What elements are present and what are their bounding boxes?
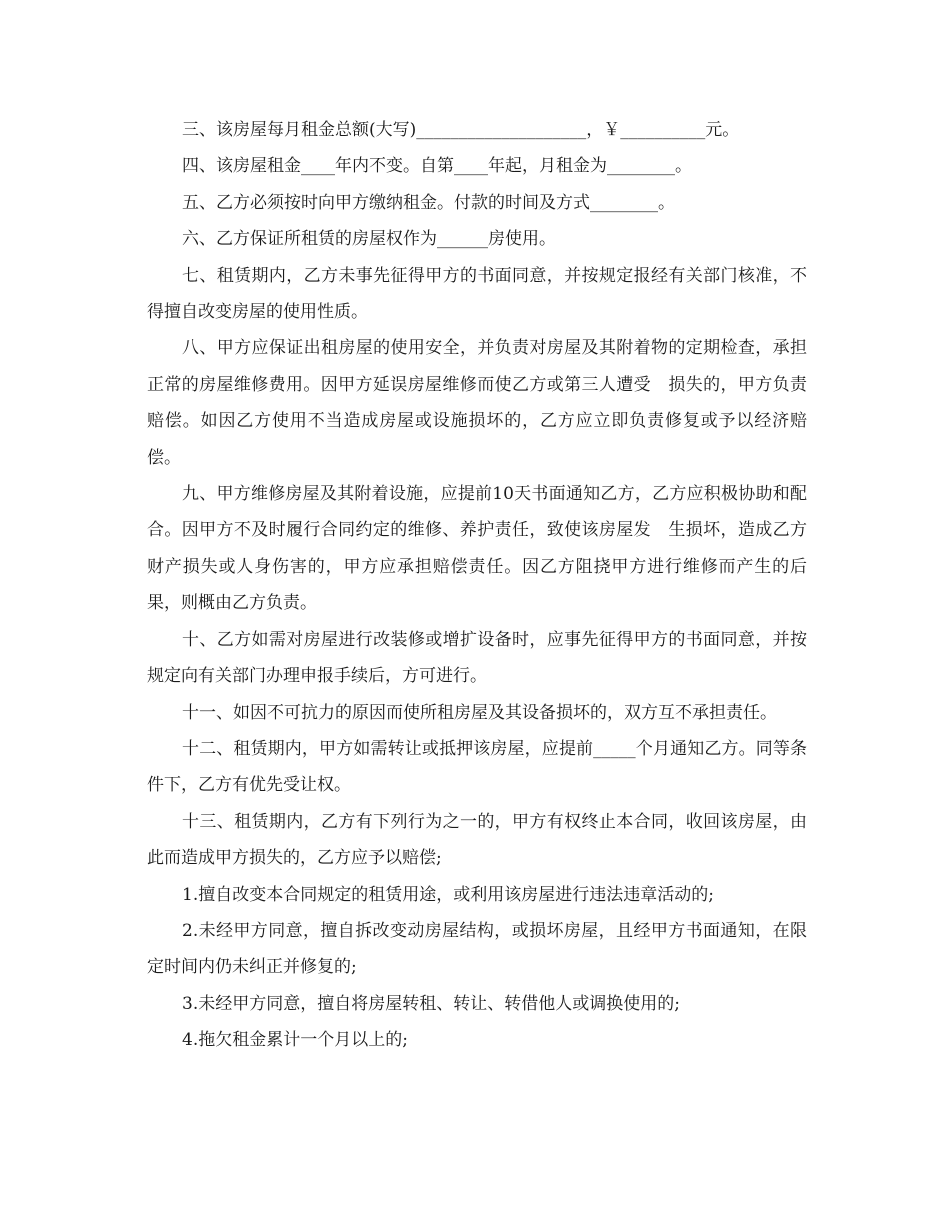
clause-13-item-1: 1.擅自改变本合同规定的租赁用途，或利用该房屋进行违法违章活动的;: [182, 884, 714, 905]
clause-13-item-2: 2.未经甲方同意，擅自拆改变动房屋结构，或损坏房屋，且经甲方书面通知，在限定时间内仍未纠正并修复的;: [147, 920, 807, 978]
clause-13-item-4: 4.拖欠租金累计一个月以上的;: [182, 1030, 408, 1051]
clause-9-paragraph: 九、甲方维修房屋及其附着设施，应提前10天书面通知乙方，乙方应积极协助和配合。因甲方不及时履行合同约定的维修、养护责任，致使该房屋发 生损坏，造成乙方财产损失或人身伤害的，甲方应承担赔偿责任。因乙方阻挠甲方进行维修而产生的后果，则概由乙方负责。: [147, 484, 807, 614]
clause-6-paragraph: 六、乙方保证所租赁的房屋权作为______房使用。: [182, 229, 556, 250]
clause-4-paragraph: 四、该房屋租金____年内不变。自第____年起，月租金为________。: [182, 156, 692, 177]
clause-7-paragraph: 七、租赁期内，乙方未事先征得甲方的书面同意，并按规定报经有关部门核准，不得擅自改变房屋的使用性质。: [147, 265, 807, 323]
contract-body: [147, 112, 807, 1059]
clause-3-paragraph: 三、该房屋每月租金总额(大写)____________________，￥__________元。: [182, 120, 740, 140]
clause-12-paragraph: 十二、租赁期内，甲方如需转让或抵押该房屋，应提前_____个月通知乙方。同等条件下，乙方有优先受让权。: [147, 738, 807, 796]
clause-10-paragraph: 十、乙方如需对房屋进行改装修或增扩设备时，应事先征得甲方的书面同意，并按规定向有关部门办理申报手续后，方可进行。: [147, 629, 807, 687]
clause-13-item-3: 3.未经甲方同意，擅自将房屋转租、转让、转借他人或调换使用的;: [182, 993, 680, 1014]
clause-13-paragraph: 十三、租赁期内，乙方有下列行为之一的，甲方有权终止本合同，收回该房屋，由此而造成甲方损失的，乙方应予以赔偿;: [147, 811, 807, 869]
clause-11-paragraph: 十一、如因不可抗力的原因而使所租房屋及其设备损坏的，双方互不承担责任。: [182, 702, 777, 723]
clause-5-paragraph: 五、乙方必须按时向甲方缴纳租金。付款的时间及方式________。: [182, 192, 675, 213]
clause-8-paragraph: 八、甲方应保证出租房屋的使用安全，并负责对房屋及其附着物的定期检查，承担正常的房屋维修费用。因甲方延误房屋维修而使乙方或第三人遭受 损失的，甲方负责赔偿。如因乙方使用不当造成房屋或设施损坏的，乙方应立即负责修复或予以经济赔偿。: [147, 338, 807, 468]
